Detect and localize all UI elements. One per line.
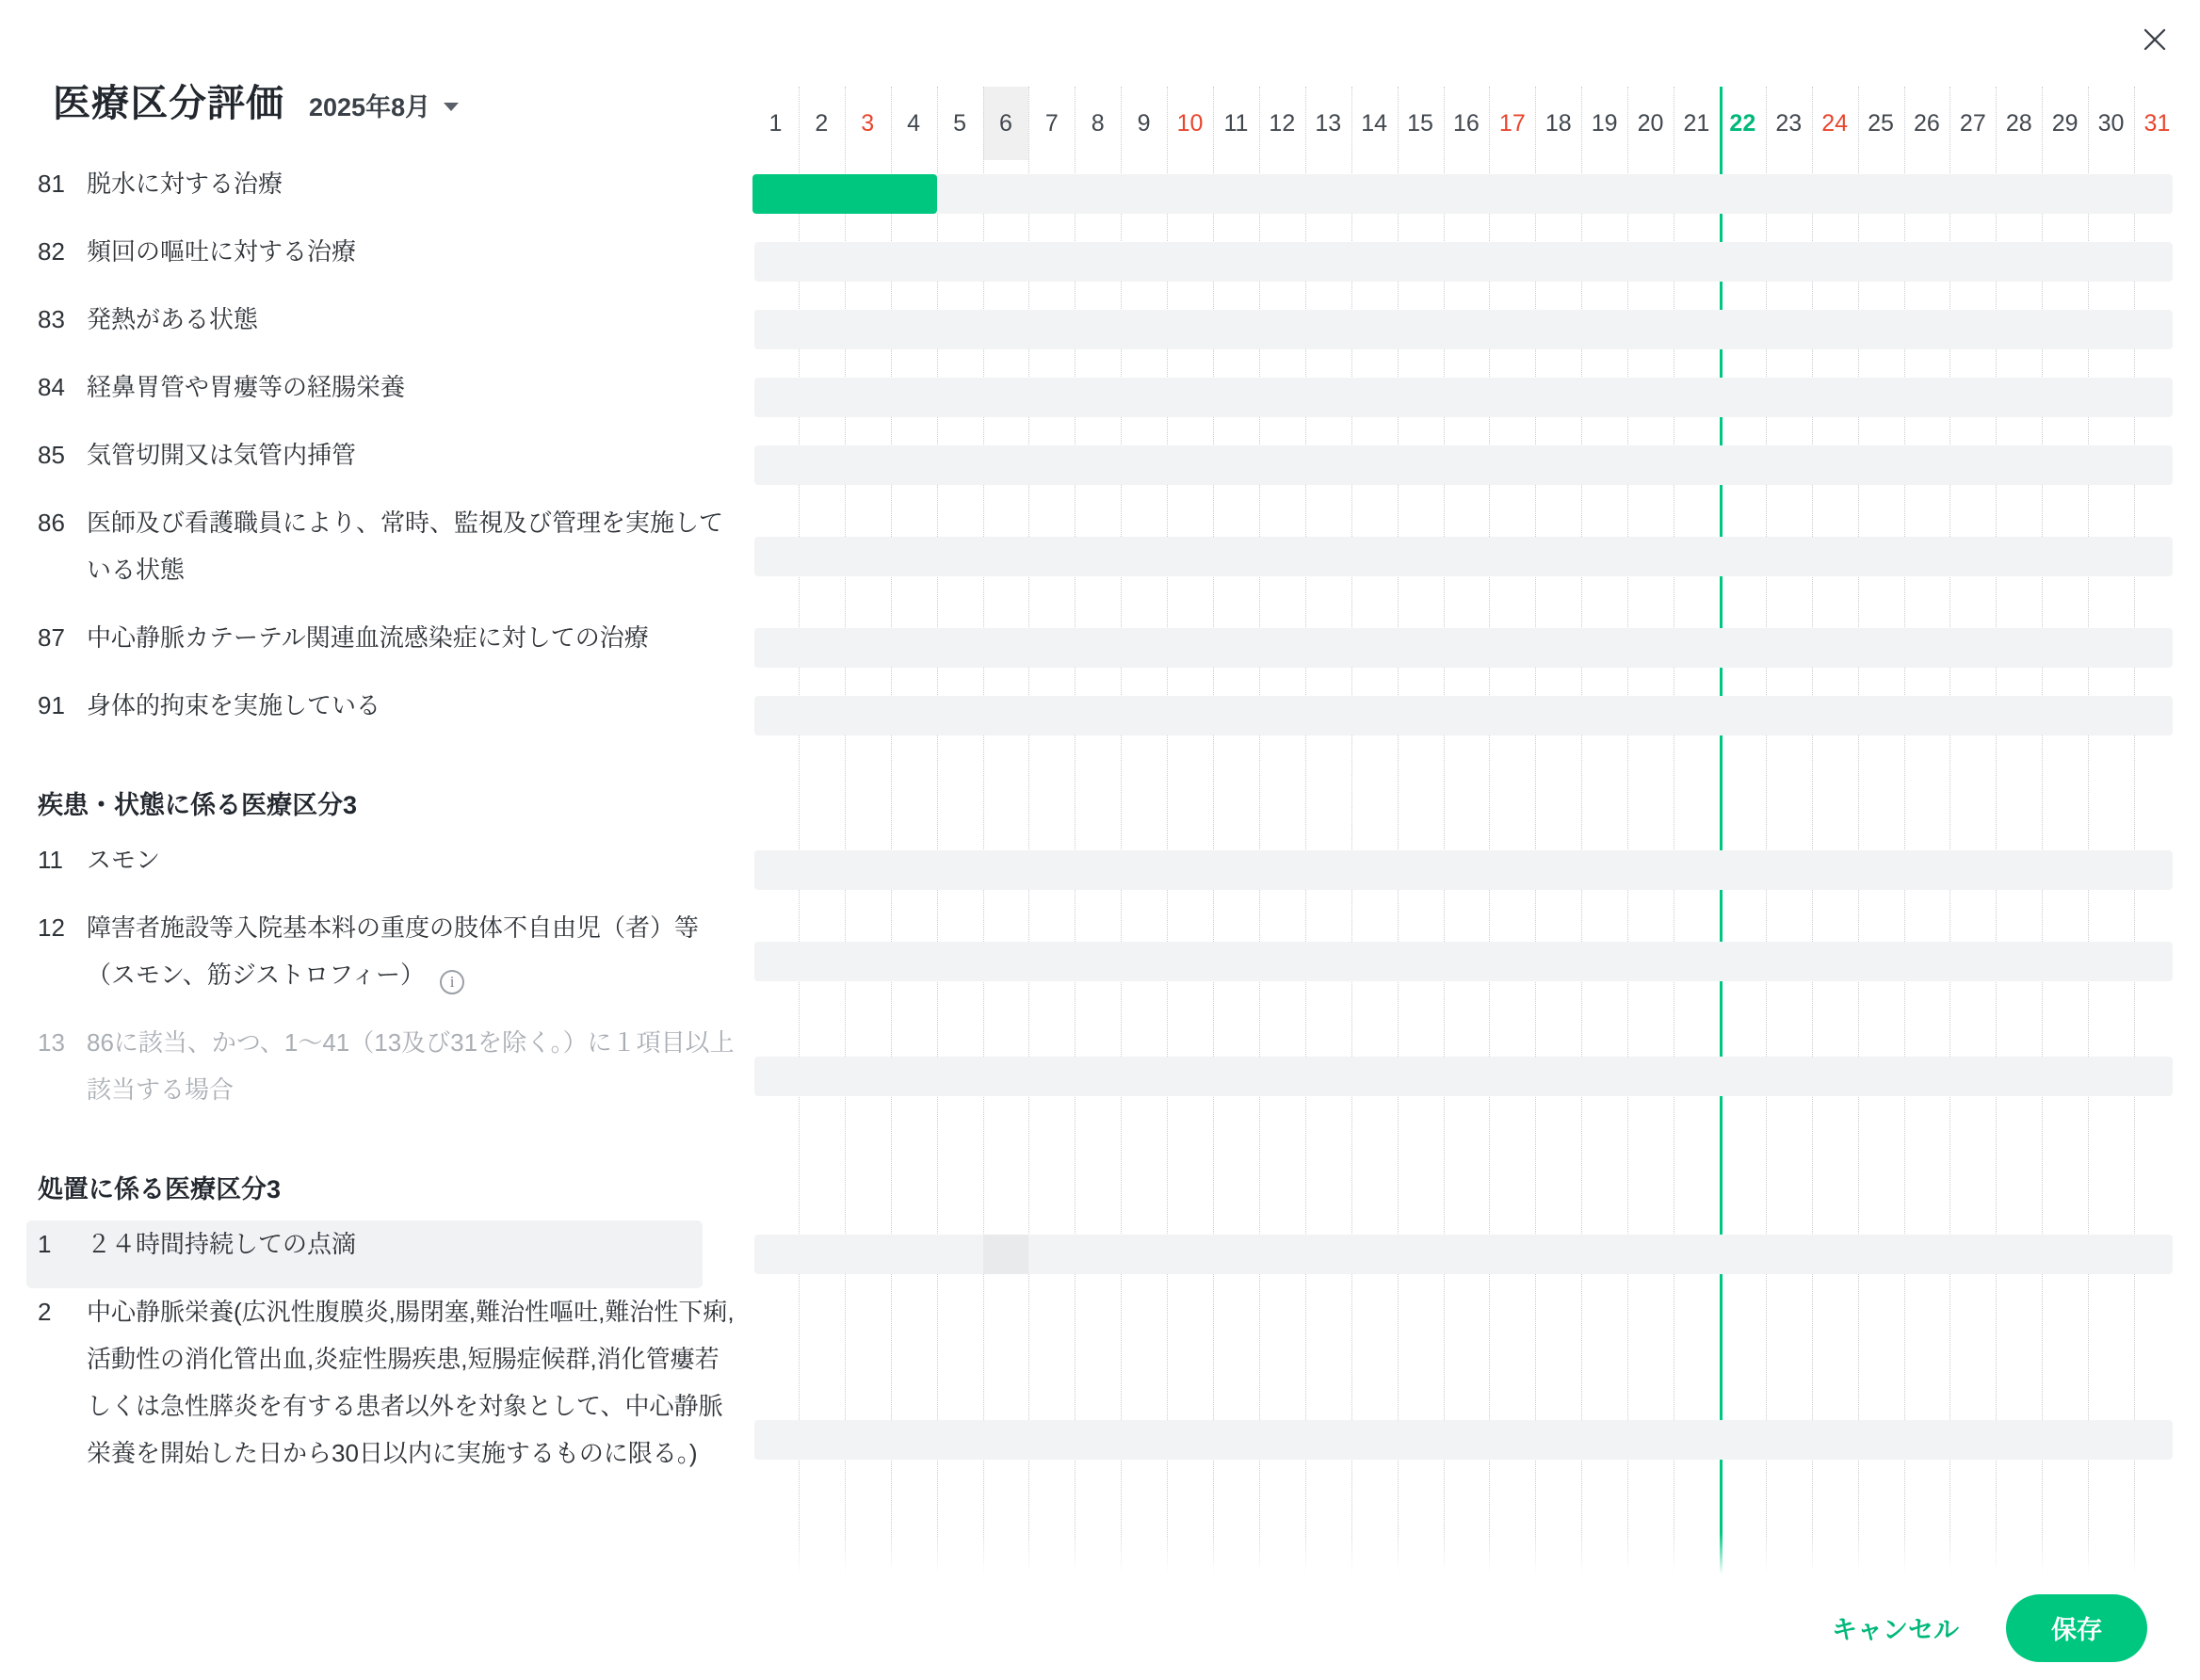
grid-row[interactable] [749,1288,2180,1591]
day-header-cell[interactable] [845,87,891,160]
day-number: 14 [1361,109,1388,137]
day-header-cell[interactable] [891,87,937,160]
grid-row[interactable] [749,836,2180,904]
day-header-cell[interactable] [1444,87,1490,160]
list-item-selected[interactable] [26,1220,703,1288]
day-header-cell[interactable] [1028,87,1075,160]
day-header-cell[interactable] [1627,87,1674,160]
grid-row[interactable] [749,1134,2180,1220]
day-header-cell[interactable] [752,87,799,160]
close-icon[interactable] [2130,15,2179,64]
day-number: 21 [1683,109,1710,137]
day-header-cell[interactable] [1858,87,1904,160]
grid-row[interactable] [749,499,2180,614]
day-number: 10 [1176,109,1204,137]
list-item[interactable] [0,296,749,363]
day-number: 24 [1821,109,1849,137]
grid-row[interactable] [749,1220,2180,1288]
day-header-cell[interactable] [1766,87,1812,160]
day-number: 27 [1959,109,1986,137]
item-number: 13 [38,1028,65,1057]
list-item[interactable] [0,682,749,750]
grid-row[interactable] [749,363,2180,431]
list-item[interactable] [0,614,749,682]
day-header-cell[interactable] [1305,87,1351,160]
item-number: 11 [38,846,63,874]
day-header-cell[interactable] [799,87,845,160]
hovered-day-cell[interactable] [983,1235,1029,1274]
schedule-bar[interactable] [752,174,937,214]
day-number: 17 [1498,109,1526,137]
item-number: 85 [38,441,65,469]
item-label: 医師及び看護職員により、常時、監視及び管理を実施している状態 [87,509,724,584]
day-number: 1 [768,109,783,137]
day-number: 7 [1044,109,1059,137]
item-label: 発熱がある状態 [87,305,259,333]
day-number: 29 [2051,109,2079,137]
item-label: 頻回の嘔吐に対する治療 [87,237,357,266]
day-number: 23 [1775,109,1803,137]
list-item[interactable] [0,431,749,499]
item-number: 91 [38,691,65,719]
item-number: 2 [38,1298,52,1326]
item-number: 83 [38,305,65,333]
day-number: 18 [1545,109,1572,137]
item-label: 障害者施設等入院基本料の重度の肢体不自由児（者）等（スモン、筋ジストロフィー） i [87,904,749,998]
item-label: 気管切開又は気管内挿管 [87,441,357,469]
item-label: ２４時間持続しての点滴 [87,1230,357,1258]
day-header-cell[interactable] [2042,87,2088,160]
row-track[interactable] [754,1057,2173,1096]
day-header-row [749,87,2180,160]
day-header-cell[interactable] [1904,87,1950,160]
day-number: 30 [2097,109,2125,137]
day-header-cell[interactable] [1996,87,2042,160]
day-number: 3 [861,109,875,137]
list-item[interactable] [0,499,749,614]
day-header-cell[interactable] [1720,87,1766,160]
item-number: 87 [38,623,65,652]
day-header-cell[interactable] [1398,87,1444,160]
day-number: 5 [953,109,966,137]
day-number: 22 [1729,109,1756,137]
item-number: 1 [38,1230,52,1258]
day-number: 16 [1453,109,1480,137]
row-track[interactable] [754,310,2173,349]
row-track[interactable] [754,242,2173,282]
item-number: 84 [38,373,65,401]
grid-row[interactable] [749,614,2180,682]
grid-row[interactable] [749,296,2180,363]
day-header-cell[interactable] [2088,87,2134,160]
row-track[interactable] [754,628,2173,668]
day-header-cell[interactable] [1167,87,1213,160]
day-number: 8 [1091,109,1105,137]
calendar-grid [749,87,2180,1575]
dialog-footer [0,1575,2200,1680]
day-header-cell[interactable] [983,87,1029,160]
day-number: 15 [1407,109,1433,137]
day-header-cell[interactable] [1213,87,1259,160]
row-track[interactable] [754,537,2173,576]
item-label: 86に該当、かつ、1〜41（13及び31を除く。）に１項目以上該当する場合 [87,1028,735,1104]
list-item[interactable] [0,836,749,904]
item-number: 86 [38,509,65,537]
day-number: 31 [2143,109,2171,137]
list-item[interactable] [0,228,749,296]
day-header-cell[interactable] [1351,87,1398,160]
list-item[interactable] [0,1288,749,1591]
page-title: 医療区分評価 [53,83,284,124]
row-track[interactable] [754,1420,2173,1460]
item-label: 中心静脈カテーテル関連血流感染症に対しての治療 [87,623,649,652]
day-header-cell[interactable] [1674,87,1720,160]
grid-rows [749,160,2180,1680]
info-icon[interactable]: i [440,970,464,994]
row-track[interactable] [754,942,2173,981]
item-label: 身体的拘束を実施している [87,691,381,719]
list-item[interactable] [0,904,749,1019]
item-label: スモン [87,846,161,874]
month-label: 2025年8月 [309,93,431,121]
grid-row[interactable] [749,682,2180,750]
list-item[interactable] [0,160,749,228]
grid-row[interactable] [749,160,2180,228]
grid-row[interactable] [749,1019,2180,1134]
day-number: 12 [1269,109,1296,137]
day-header-cell[interactable] [1535,87,1581,160]
day-number: 6 [998,109,1012,137]
item-label: 脱水に対する治療 [87,170,283,198]
day-number: 28 [2005,109,2032,137]
grid-row[interactable] [749,228,2180,296]
day-header-cell[interactable] [1812,87,1858,160]
day-number: 13 [1315,109,1342,137]
day-header-cell[interactable] [1949,87,1996,160]
item-number: 12 [38,913,65,942]
row-track[interactable] [754,378,2173,417]
day-header-cell[interactable] [1489,87,1535,160]
list-item[interactable] [0,363,749,431]
grid-row[interactable] [749,431,2180,499]
day-header-cell[interactable] [1581,87,1627,160]
dialog-body [0,87,2200,1575]
day-header-cell[interactable] [937,87,983,160]
day-header-cell[interactable] [2134,87,2180,160]
list-item[interactable] [0,1019,749,1134]
section-title: 処置に係る医療区分3 [38,1175,282,1203]
day-number: 4 [907,109,921,137]
day-number: 20 [1637,109,1664,137]
day-header-cell[interactable] [1259,87,1305,160]
row-track[interactable] [754,850,2173,890]
day-number: 19 [1591,109,1618,137]
section-title: 疾患・状態に係る医療区分3 [38,791,358,819]
item-label: 経鼻胃管や胃瘻等の経腸栄養 [87,373,406,401]
item-label: 中心静脈栄養(広汎性腹膜炎,腸閉塞,難治性嘔吐,難治性下痢,活動性の消化管出血,炎症性腸疾患,短腸症候群,消化管瘻若しくは急性膵炎を有する患者以外を対象として、中心静脈栄養を開始した日から30日以内に実施するものに限る。) [87,1298,735,1467]
day-number: 9 [1137,109,1151,137]
day-number: 11 [1223,109,1249,137]
row-track[interactable] [754,1235,2173,1274]
cancel-button[interactable]: キャンセル [1826,1608,1965,1647]
row-track[interactable] [754,696,2173,735]
item-number: 82 [38,237,65,266]
save-button[interactable]: 保存 [2006,1594,2147,1662]
day-header-cell[interactable] [1075,87,1121,160]
row-track[interactable] [754,174,2173,214]
day-number: 25 [1868,109,1894,137]
item-number: 81 [38,170,65,198]
grid-row[interactable] [749,904,2180,1019]
grid-row[interactable] [749,750,2180,836]
row-track[interactable] [754,445,2173,485]
day-header-cell[interactable] [1121,87,1167,160]
day-number: 2 [815,109,829,137]
criteria-list [0,87,749,1575]
day-number: 26 [1914,109,1940,137]
